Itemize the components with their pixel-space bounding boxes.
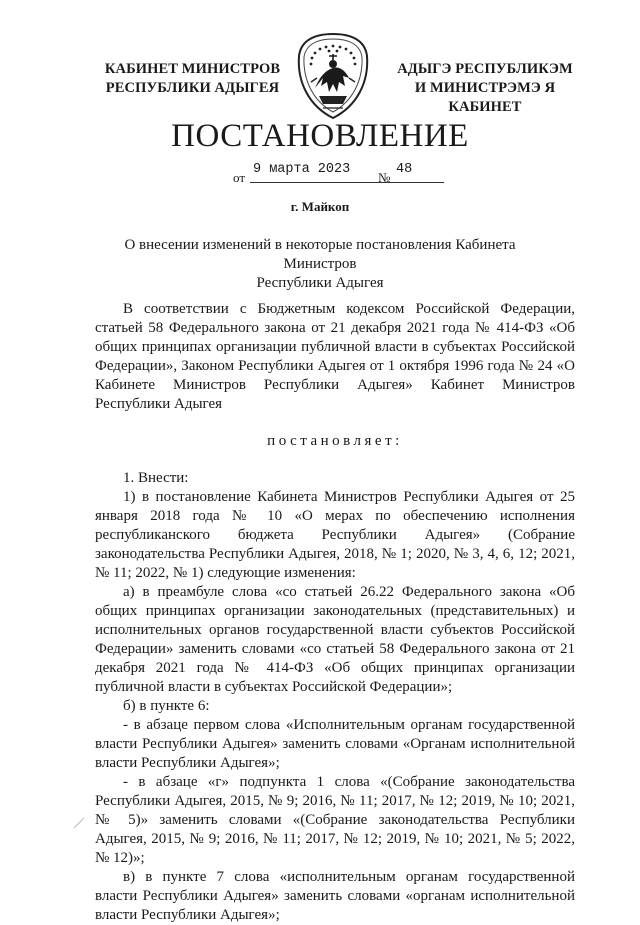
item-b: б) в пункте 6: xyxy=(123,698,210,714)
document-body xyxy=(95,300,575,925)
document-title: ПОСТАНОВЛЕНИЕ xyxy=(171,118,469,154)
header-right-line2: И МИНИСТРЭМЭ Я КАБИНЕТ xyxy=(414,80,556,115)
date-value: 9 марта 2023 xyxy=(253,162,351,177)
number-label: № xyxy=(378,170,391,185)
header-left xyxy=(95,60,290,98)
clause-1: 1. Внести: xyxy=(123,470,189,486)
resolves-heading: постановляет: xyxy=(267,433,403,449)
pencil-mark-icon xyxy=(70,812,90,832)
subclause-1: 1) в постановление Кабинета Министров Республики Адыгея от 25 января 2018 года № 10 «О мерах по обеспечению исполнения республиканского бюджета Республики Адыгея» (Собрание законодательства Республики Адыгея, 2018, № 1; 2020, № 3, 4, 6, 12; 2021, № 11; 2022, № 1) следующие изменения: xyxy=(95,489,575,581)
number-value: 48 xyxy=(396,162,413,177)
header-left-line1: КАБИНЕТ МИНИСТРОВ xyxy=(104,61,281,77)
header-left-line2: РЕСПУБЛИКИ АДЫГЕЯ xyxy=(105,80,280,96)
date-field xyxy=(250,162,394,183)
subject-line-1: О внесении изменений в некоторые постановления Кабинета Министров xyxy=(124,237,516,272)
coat-of-arms-icon xyxy=(293,30,373,122)
item-b-dash-2: - в абзаце «г» подпункта 1 слова «(Собрание законодательства Республики Адыгея, 2015, № 9; 2016, № 11; 2017, № 12; 2019, № 10; 2021, № 5)» заменить словами «(Собрание законодательства Республики Адыгея, 2015, № 9; 2016, № 11; 2017, № 12; 2019, № 10; 2021, № 5; 2022, № 12)»; xyxy=(95,774,575,866)
city: г. Майкоп xyxy=(290,199,350,214)
item-v: в) в пункте 7 слова «исполнительным органам государственной власти Республики Адыгея» заменить словами «органам исполнительной власти Республики Адыгея»; xyxy=(95,869,575,923)
header-right xyxy=(380,60,590,117)
item-a: а) в преамбуле слова «со статьей 26.22 Федерального закона «Об общих принципах организации законодательных (представительных) и исполнительных органов государственной власти субъектов Российской Федерации» заменить словами «со статьей 58 Федерального закона от 21 декабря 2021 года № 414-ФЗ «Об общих принципах организации публичной власти в субъектах Российской Федерации»; xyxy=(95,584,575,695)
date-number-line xyxy=(228,162,458,186)
number-field xyxy=(394,162,444,183)
date-label: от xyxy=(233,170,246,185)
item-b-dash-1: - в абзаце первом слова «Исполнительным органам государственной власти Республики Адыгея» заменить словами «Органам исполнительной власти Республики Адыгея»; xyxy=(95,717,575,771)
document-subject xyxy=(100,236,540,293)
header-right-line1: АДЫГЭ РЕСПУБЛИКЭМ xyxy=(397,61,573,77)
subject-line-2: Республики Адыгея xyxy=(256,275,384,291)
preamble-paragraph: В соответствии с Бюджетным кодексом Российской Федерации, статьей 58 Федерального закона от 21 декабря 2021 года № 414-ФЗ «Об общих принципах организации публичной власти в субъектах Российской Федерации», Законом Республики Адыгея от 1 октября 1996 года № 24 «О Кабинете Министров Республики Адыгея» Кабинет Министров Республики Адыгея xyxy=(95,301,575,412)
